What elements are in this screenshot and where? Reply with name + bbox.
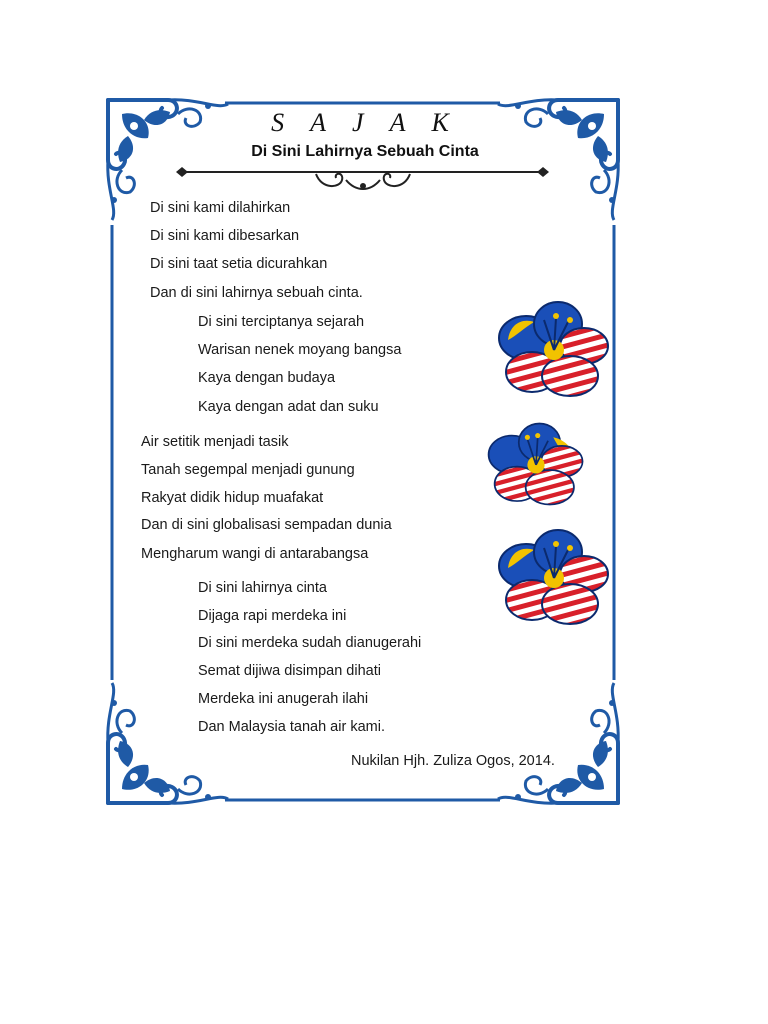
hibiscus-flag-icon xyxy=(486,414,586,514)
poem-line: Kaya dengan adat dan suku xyxy=(198,399,379,415)
poem-line: Tanah segempal menjadi gunung xyxy=(141,462,355,478)
poem-line: Merdeka ini anugerah ilahi xyxy=(198,691,369,707)
poem-line: Di sini taat setia dicurahkan xyxy=(150,256,328,272)
poem-line: Di sini merdeka sudah dianugerahi xyxy=(198,635,422,651)
poem-line: Kaya dengan budaya xyxy=(198,370,336,386)
poem-line: Di sini terciptanya sejarah xyxy=(198,314,365,330)
hibiscus-flag-icon xyxy=(496,528,612,626)
poem-line: Dan Malaysia tanah air kami. xyxy=(198,719,385,735)
poem-line: Dijaga rapi merdeka ini xyxy=(198,608,347,624)
poem-line: Di sini kami dibesarkan xyxy=(150,228,300,244)
poem-line: Di sini lahirnya cinta xyxy=(198,580,327,596)
poem-author: Nukilan Hjh. Zuliza Ogos, 2014. xyxy=(351,753,555,769)
poem-line: Air setitik menjadi tasik xyxy=(141,434,289,450)
poem-line: Dan di sini lahirnya sebuah cinta. xyxy=(150,285,363,301)
poem-line: Warisan nenek moyang bangsa xyxy=(198,342,402,358)
poem-line: Mengharum wangi di antarabangsa xyxy=(141,546,369,562)
hibiscus-flag-icon xyxy=(496,300,612,398)
poem-title: Di Sini Lahirnya Sebuah Cinta xyxy=(251,143,479,160)
poem-line: Rakyat didik hidup muafakat xyxy=(141,490,324,506)
poem-heading: S A J A K xyxy=(271,108,459,137)
poem-line: Dan di sini globalisasi sempadan dunia xyxy=(141,517,392,533)
poem-line: Semat dijiwa disimpan dihati xyxy=(198,663,381,679)
poem-line: Di sini kami dilahirkan xyxy=(150,200,291,216)
